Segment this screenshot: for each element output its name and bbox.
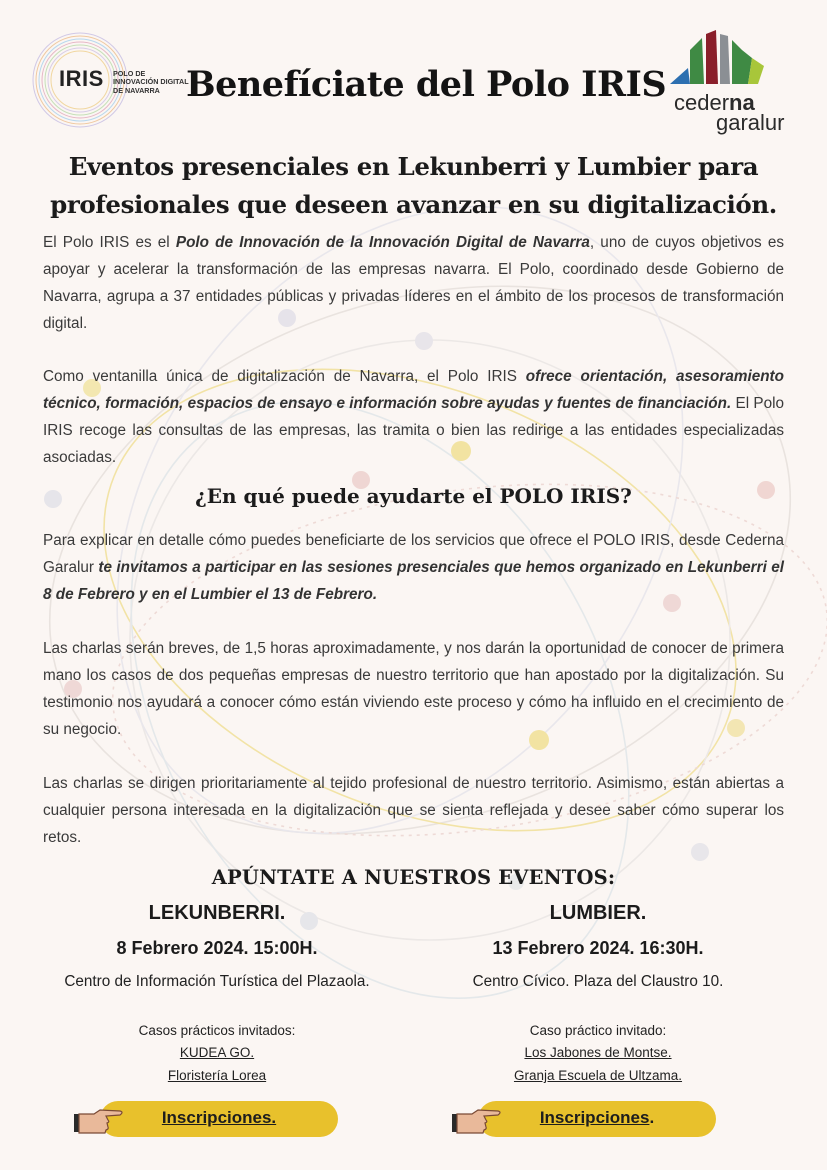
- event-date: 13 Febrero 2024. 16:30H.: [492, 938, 704, 958]
- intro-p2-text-a: Como ventanilla única de digitalización de Navarra, el Polo IRIS: [43, 368, 526, 385]
- cases-label: Casos prácticos invitados:: [138, 1023, 296, 1038]
- intro-p2-emphasis: ofrece orientación, asesoramiento técnico, formación, espacios de ensayo e información sobre ayudas y fuentes de financiación.: [43, 368, 784, 412]
- event-town: LEKUNBERRI.: [148, 902, 286, 924]
- pointing-hand-icon: [74, 1102, 130, 1136]
- event-place: Centro Cívico. Plaza del Claustro 10.: [472, 973, 724, 990]
- cederna-garalur-logo: [668, 28, 798, 138]
- case-link-floristeria-lorea[interactable]: Floristería Lorea: [167, 1068, 267, 1083]
- case-link-granja-escuela-ultzama[interactable]: Granja Escuela de Ultzama.: [513, 1068, 683, 1083]
- cederna-logo-word-part1: ceder: [674, 90, 730, 115]
- event-town: LUMBIER.: [549, 902, 647, 924]
- register-button-suffix[interactable]: .: [649, 1108, 655, 1127]
- help-paragraph-2: Las charlas serán breves, de 1,5 horas aproximadamente, y nos darán la oportunidad de conocer de primera mano los casos de dos pequeñas empresas de nuestro territorio que han apostado por la digitalización. Su testimonio nos ayudará a conocer cómo están viviendo este proceso y cómo ha influido en el crecimiento de su negocio.: [43, 640, 784, 738]
- event-place: Centro de Información Turística del Plazaola.: [64, 973, 370, 990]
- register-button-lekunberri[interactable]: [80, 1100, 330, 1138]
- page-subtitle: [40, 148, 787, 224]
- iris-logo-line2: INNOVACIÓN DIGITAL: [113, 77, 189, 87]
- intro-p1-text-a: El Polo IRIS es el: [43, 234, 176, 251]
- intro-paragraph-1: [43, 229, 784, 337]
- event-lumbier: [418, 902, 778, 1091]
- help-p3-emphasis: te invitamos a participar en las sesiones presenciales que hemos organizado en Lekunberri el 8 de Febrero y en el Lumbier el 13 de Febrero.: [43, 559, 784, 603]
- register-button-text[interactable]: Inscripciones: [539, 1108, 650, 1127]
- cederna-mountain-icon: [668, 28, 798, 92]
- intro-paragraph-2: [43, 363, 784, 471]
- case-link-jabones-de-montse[interactable]: Los Jabones de Montse.: [524, 1045, 672, 1060]
- register-button-text[interactable]: Inscripciones.: [161, 1108, 277, 1127]
- event-date: 8 Febrero 2024. 15:00H.: [116, 938, 318, 958]
- intro-p1-text-c: , uno de cuyos objetivos es apoyar y acelerar la transformación de las empresas navarra. El Polo, coordinado desde Gobierno de Navarra, agrupa a 37 entidades públicas y privadas líderes en el ámbito de los procesos de transformación digital.: [43, 234, 785, 332]
- iris-logo: [30, 30, 190, 130]
- register-button-label[interactable]: [478, 1108, 716, 1128]
- cases-label: Caso práctico invitado:: [529, 1023, 667, 1038]
- iris-logo-line1: POLO DE: [113, 69, 146, 78]
- help-paragraph-1: [43, 527, 784, 608]
- page-title: Benefíciate del Polo IRIS: [186, 64, 667, 105]
- intro-p1-emphasis: Polo de Innovación de la Innovación Digital de Navarra: [175, 234, 590, 251]
- register-button-lumbier[interactable]: [458, 1100, 708, 1138]
- help-p3-text-a: Para explicar en detalle cómo puedes beneficiarte de los servicios que ofrece el POLO IRIS, desde Cederna Garalur: [43, 532, 784, 576]
- iris-logo-line3: DE NAVARRA: [113, 85, 160, 95]
- pointing-hand-icon: [452, 1102, 508, 1136]
- subtitle-line2: profesionales que deseen avanzar en su digitalización.: [50, 190, 777, 219]
- case-link-kudea-go[interactable]: KUDEA GO.: [179, 1045, 255, 1060]
- help-heading: ¿En qué puede ayudarte el POLO IRIS?: [195, 484, 632, 508]
- events-heading: APÚNTATE A NUESTROS EVENTOS:: [211, 866, 616, 889]
- help-paragraph-3: Las charlas se dirigen prioritariamente al tejido profesional de nuestro territorio. Asimismo, están abiertas a cualquier persona interesada en la digitalización que se sienta reflejada y desee saber cómo superar los retos.: [43, 775, 784, 846]
- intro-p2-text-c: El Polo IRIS recoge las consultas de las empresas, las tramita o bien las redirige a las entidades especializadas asociadas.: [43, 395, 785, 466]
- event-lekunberri: [37, 902, 397, 1091]
- subtitle-line1: Eventos presenciales en Lekunberri y Lumbier para: [68, 152, 759, 181]
- cederna-logo-word-part2: na: [729, 90, 755, 115]
- cederna-logo-word-line2: garalur: [716, 110, 785, 135]
- iris-logo-word: IRIS: [59, 66, 104, 91]
- register-button-label[interactable]: [100, 1108, 338, 1128]
